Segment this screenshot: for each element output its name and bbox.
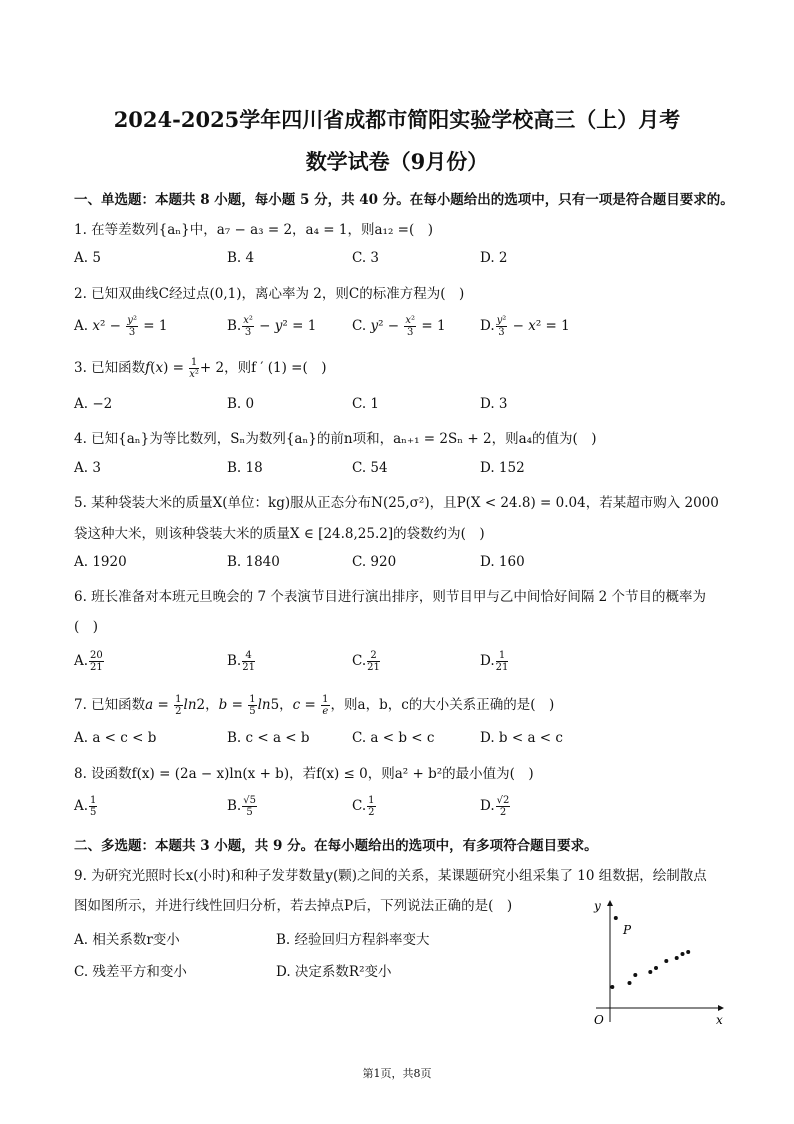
scatter-point-2 xyxy=(628,981,632,985)
q8-stem: 8. 设函数f(x) = (2a − x)ln(x + b)，若f(x) ≤ 0，则a² + b²的最小值为( ) xyxy=(74,766,534,782)
q4-option-c: C. 54 xyxy=(352,460,388,476)
q7-option-a: A. a < c < b xyxy=(74,730,157,746)
q7-option-d: D. b < a < c xyxy=(480,730,563,746)
q3-option-d: D. 3 xyxy=(480,396,508,412)
q7-option-c: C. a < b < c xyxy=(352,730,435,746)
scatter-point-8 xyxy=(681,952,685,956)
q4-stem: 4. 已知{aₙ}为等比数列，Sₙ为数列{aₙ}的前n项和，aₙ₊₁ = 2Sₙ + 2，则a₄的值为( ) xyxy=(74,431,597,447)
q5-option-c: C. 920 xyxy=(352,554,397,570)
y-axis-label: y xyxy=(594,899,601,913)
q5-stem-line2: 袋这种大米，则该种袋装大米的质量X ∈ [24.8,25.2]的袋数约为( ) xyxy=(74,526,485,542)
q5-stem-line1: 5. 某种袋装大米的质量X(单位：kg)服从正态分布N(25,σ²)，且P(X < 24.8) = 0.04，若某超市购入 2000 xyxy=(74,495,719,511)
section-2-heading: 二、多选题：本题共 3 小题，共 9 分。在每小题给出的选项中，有多项符合题目要求。 xyxy=(74,838,598,854)
scatter-point-7 xyxy=(675,956,679,960)
q8-option-a: A. $\frac{1}{5}$ xyxy=(74,795,97,818)
q1-option-c: C. 3 xyxy=(352,250,380,266)
page-subtitle: 数学试卷（9月份） xyxy=(305,149,489,174)
page-footer: 第1页，共8页 xyxy=(362,1067,432,1080)
q1-option-d: D. 2 xyxy=(480,250,508,266)
q8-option-c: C. $\frac{1}{2}$ xyxy=(352,795,375,818)
q4-option-d: D. 152 xyxy=(480,460,525,476)
scatter-point-9 xyxy=(686,950,690,954)
page-title: 2024-2025学年四川省成都市简阳实验学校高三（上）月考 xyxy=(113,107,681,132)
q3-option-b: B. 0 xyxy=(227,396,255,412)
q9-option-b: B. 经验回归方程斜率变大 xyxy=(276,932,430,948)
scatter-point-10 xyxy=(614,916,618,920)
x-axis-arrow xyxy=(718,1005,724,1011)
q3-stem: 3. 已知函数f(x) = $\frac{1}{\text{x²}}$ + 2，则f ′ (1) =( ) xyxy=(74,357,327,380)
q6-stem-line2: ( ) xyxy=(74,619,99,635)
q1-option-b: B. 4 xyxy=(227,250,255,266)
q3-option-c: C. 1 xyxy=(352,396,380,412)
q8-option-d: D. $\frac{√2}{2}$ xyxy=(480,795,510,818)
q2-stem: 2. 已知双曲线C经过点(0,1)，离心率为 2，则C的标准方程为( ) xyxy=(74,286,465,302)
q5-option-b: B. 1840 xyxy=(227,554,280,570)
q3-option-a: A. −2 xyxy=(74,396,113,412)
q9-option-c: C. 残差平方和变小 xyxy=(74,964,187,980)
q6-option-c: C. $\frac{2}{21}$ xyxy=(352,650,380,673)
q2-option-b: B. $\frac{\text{x²}}{3}$ − y² = 1 xyxy=(227,315,317,338)
section-1-heading: 一、单选题：本题共 8 小题，每小题 5 分，共 40 分。在每小题给出的选项中，只有一项是符合题目要求的。 xyxy=(74,192,734,208)
scatter-plot xyxy=(588,894,728,1028)
scatter-point-1 xyxy=(610,985,614,989)
q2-option-a: A. x² − $\frac{\text{y²}}{3}$ = 1 xyxy=(74,315,168,338)
q9-option-a: A. 相关系数r变小 xyxy=(74,932,180,948)
q6-stem-line1: 6. 班长准备对本班元旦晚会的 7 个表演节目进行演出排序，则节目甲与乙中间恰好间隔 2 个节目的概率为 xyxy=(74,589,707,605)
q7-stem: 7. 已知函数a = $\frac{1}{2}$ ln2，b = $\frac{1}{5}$ ln5，c = $\frac{1}{e}$ ，则a，b，c的大小关系正确的是( ) xyxy=(74,694,555,717)
q2-option-d: D. $\frac{\text{y²}}{3}$ − x² = 1 xyxy=(480,315,570,338)
point-p-label: P xyxy=(623,923,632,937)
q6-option-d: D. $\frac{1}{21}$ xyxy=(480,650,509,673)
scatter-point-6 xyxy=(664,959,668,963)
x-axis-label: x xyxy=(716,1013,723,1027)
q4-option-b: B. 18 xyxy=(227,460,263,476)
q2-option-c: C. y² − $\frac{\text{x²}}{3}$ = 1 xyxy=(352,315,446,338)
q9-stem-line1: 9. 为研究光照时长x(小时)和种子发芽数量y(颗)之间的关系，某课题研究小组采集了 10 组数据，绘制散点 xyxy=(74,868,707,884)
q4-option-a: A. 3 xyxy=(74,460,101,476)
y-axis-arrow xyxy=(607,900,613,906)
q7-option-b: B. c < a < b xyxy=(227,730,310,746)
scatter-point-5 xyxy=(654,966,658,970)
scatter-point-4 xyxy=(648,970,652,974)
q1-option-a: A. 5 xyxy=(74,250,101,266)
q9-option-d: D. 决定系数R²变小 xyxy=(276,964,392,980)
q5-option-a: A. 1920 xyxy=(74,554,127,570)
scatter-point-3 xyxy=(633,973,637,977)
origin-label: O xyxy=(594,1013,604,1027)
q1-stem: 1. 在等差数列{aₙ}中，a₇ − a₃ = 2，a₄ = 1，则a₁₂ =( ) xyxy=(74,222,433,238)
q6-option-a: A. $\frac{20}{21}$ xyxy=(74,650,103,673)
q6-option-b: B. $\frac{4}{21}$ xyxy=(227,650,255,673)
q9-stem-line2: 图如图所示，并进行线性回归分析，若去掉点P后，下列说法正确的是( ) xyxy=(74,898,513,914)
q8-option-b: B. $\frac{√5}{5}$ xyxy=(227,795,256,818)
q5-option-d: D. 160 xyxy=(480,554,525,570)
